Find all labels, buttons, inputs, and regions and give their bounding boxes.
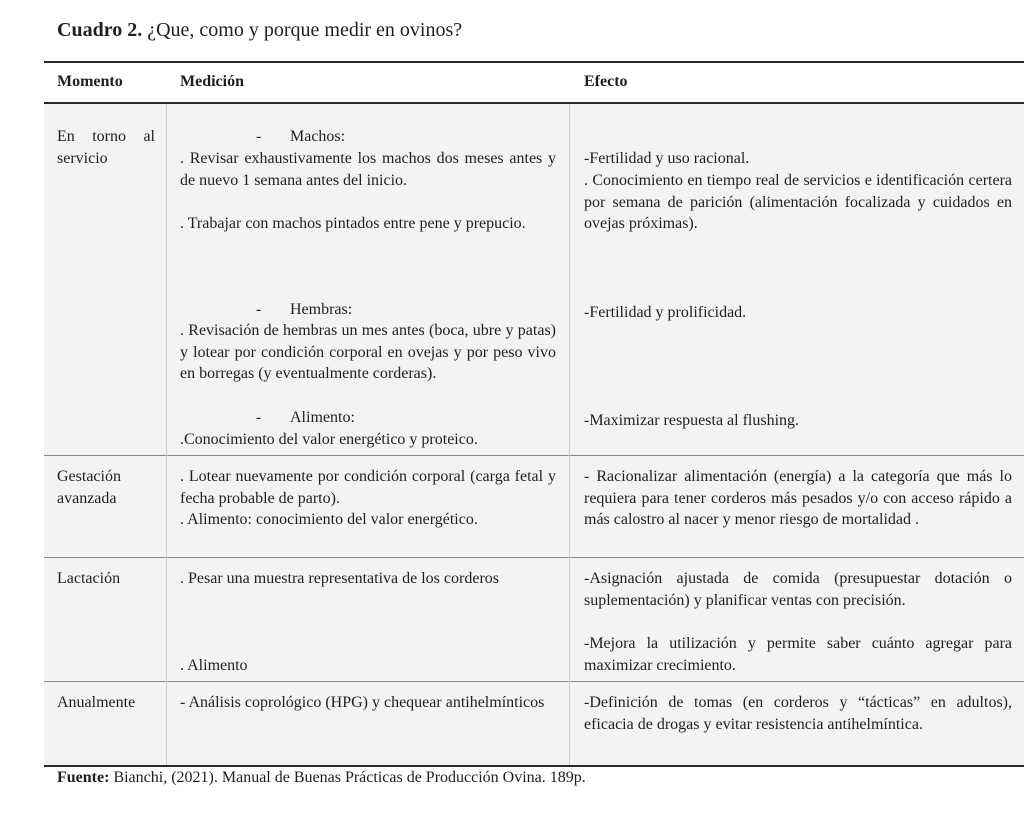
- header-medicion: Medición: [180, 73, 244, 90]
- machos-heading: [256, 126, 556, 148]
- source-text: Bianchi, (2021). Manual de Buenas Prácticas de Producción Ovina. 189p.: [113, 769, 586, 786]
- table-caption: [57, 16, 462, 44]
- column-divider: [166, 104, 167, 765]
- gestacion-efecto: - Racionalizar alimentación (energía) a la categoría que más lo requiera para tener corderos más pesados y/o con acceso rápido a más calostro al nacer y menor riesgo de mortalidad .: [584, 468, 1012, 529]
- machos-item-1: . Revisar exhaustivamente los machos dos meses antes y de nuevo 1 semana antes del inicio.: [180, 150, 556, 189]
- row-divider: [44, 455, 1024, 456]
- anual-medicion: - Análisis coprológico (HPG) y chequear antihelmínticos: [180, 694, 545, 711]
- row-divider: [44, 681, 1024, 682]
- servicio-efecto-1: -Fertilidad y uso racional.: [584, 150, 750, 167]
- caption-text: ¿Que, como y porque medir en ovinos?: [147, 19, 463, 41]
- header-momento: Momento: [57, 73, 123, 90]
- hembras-item-1: . Revisación de hembras un mes antes (boca, ubre y patas) y lotear por condición corporal en ovejas y por peso vivo en borregas (y eventualmente corderas).: [180, 322, 556, 383]
- table-source: [57, 767, 586, 789]
- gestacion-medicion-2: . Alimento: conocimiento del valor energético.: [180, 511, 478, 528]
- row-servicio-momento: En torno al servicio: [57, 128, 155, 167]
- row-anual-momento: Anualmente: [57, 694, 136, 711]
- machos-heading-text: Machos:: [290, 128, 346, 145]
- bullet-dash: -: [256, 128, 262, 145]
- row-lactacion-momento: Lactación: [57, 570, 121, 587]
- alimento-heading: [256, 407, 556, 429]
- lactacion-efecto-2: -Mejora la utilización y permite saber cuánto agregar para maximizar crecimiento.: [584, 635, 1012, 674]
- lactacion-medicion-2: . Alimento: [180, 657, 248, 674]
- servicio-efecto-2: . Conocimiento en tiempo real de servicios e identificación certera por semana de parición (alimentación focalizada y cuidados en ovejas próximas).: [584, 172, 1012, 233]
- row-gestacion-momento: Gestación avanzada: [57, 468, 121, 507]
- header-efecto: Efecto: [584, 73, 628, 90]
- lactacion-medicion-1: . Pesar una muestra representativa de los corderos: [180, 570, 499, 587]
- column-divider: [569, 104, 570, 765]
- alimento-heading-text: Alimento:: [290, 409, 355, 426]
- gestacion-medicion-1: . Lotear nuevamente por condición corporal (carga fetal y fecha probable de parto).: [180, 468, 556, 507]
- bullet-dash: -: [256, 301, 262, 318]
- lactacion-efecto-1: -Asignación ajustada de comida (presupuestar dotación o suplementación) y planificar ventas con precisión.: [584, 570, 1012, 609]
- anual-efecto: -Definición de tomas (en corderos y “tácticas” en adultos), eficacia de drogas y evitar resistencia antihelmíntica.: [584, 694, 1012, 733]
- bullet-dash: -: [256, 409, 262, 426]
- source-label: Fuente:: [57, 769, 110, 786]
- header-bottom-rule: [44, 102, 1024, 104]
- machos-item-2: . Trabajar con machos pintados entre pene y prepucio.: [180, 215, 526, 232]
- servicio-efecto-4: -Maximizar respuesta al flushing.: [584, 412, 800, 429]
- servicio-efecto-3: -Fertilidad y prolificidad.: [584, 304, 747, 321]
- hembras-heading-text: Hembras:: [290, 301, 353, 318]
- caption-label: Cuadro 2.: [57, 19, 143, 41]
- alimento-item-1: .Conocimiento del valor energético y proteico.: [180, 431, 478, 448]
- hembras-heading: [256, 299, 556, 321]
- row-divider: [44, 557, 1024, 558]
- table-top-rule: [44, 61, 1024, 63]
